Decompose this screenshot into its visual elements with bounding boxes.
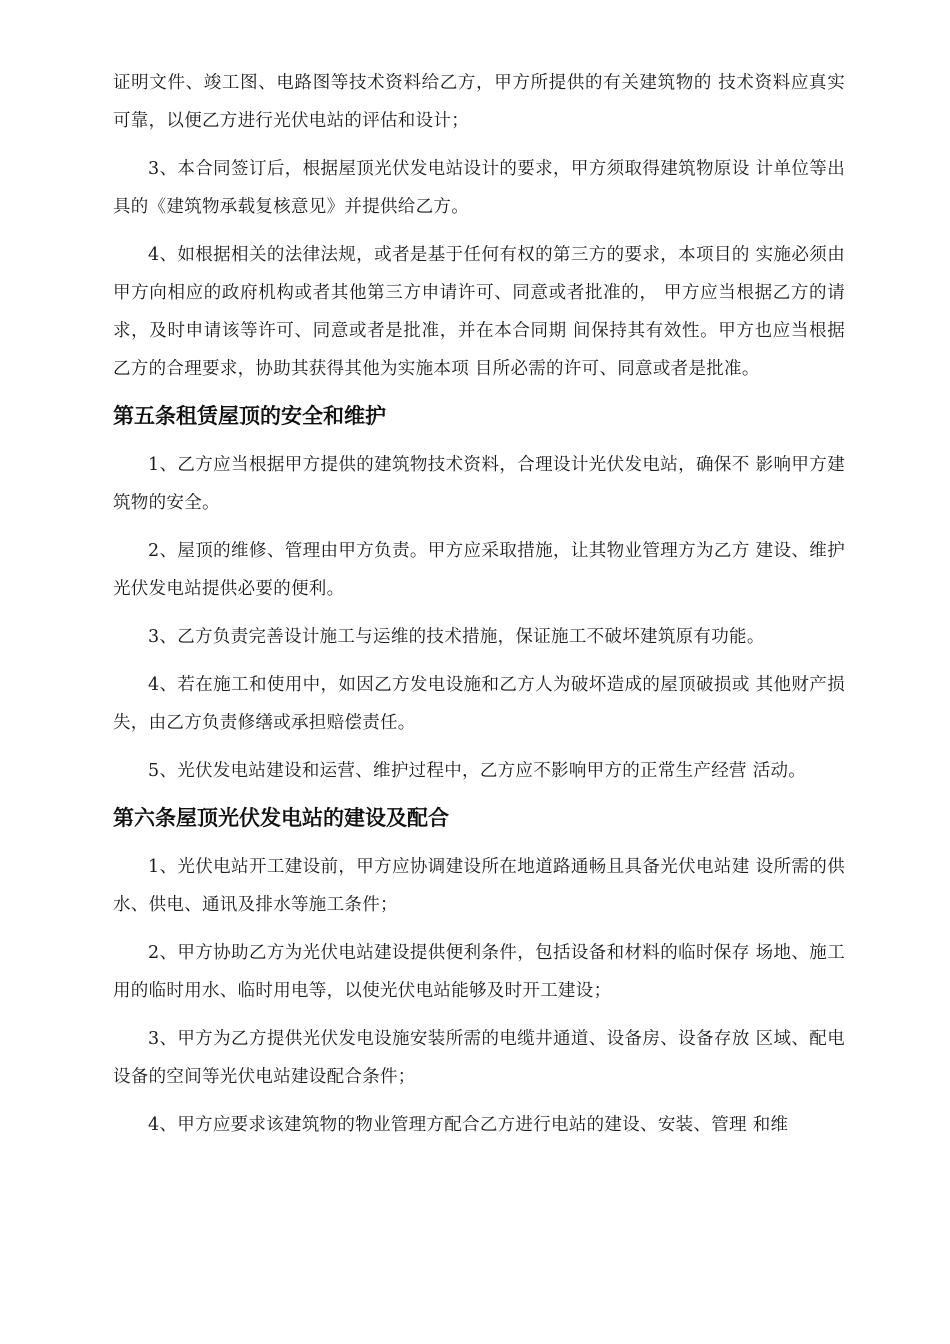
article-5-clause-4: 4、若在施工和使用中，如因乙方发电设施和乙方人为破坏造成的屋顶破损或 其他财产损失，由乙方负责修缮或承担赔偿责任。 (113, 675, 845, 733)
paragraph-continued: 证明文件、竣工图、电路图等技术资料给乙方，甲方所提供的有关建筑物的 技术资料应真实可靠，以便乙方进行光伏电站的评估和设计； (113, 73, 845, 131)
paragraph-clause-3: 3、本合同签订后，根据屋顶光伏发电站设计的要求，甲方须取得建筑物原设 计单位等出具的《建筑物承载复核意见》并提供给乙方。 (113, 159, 845, 217)
article-6-clause-3: 3、甲方为乙方提供光伏发电设施安装所需的电缆井通道、设备房、设备存放 区域、配电设备的空间等光伏电站建设配合条件； (113, 1029, 845, 1087)
article-6-clause-2: 2、甲方协助乙方为光伏电站建设提供便利条件，包括设备和材料的临时保存 场地、施工用的临时用水、临时用电等，以使光伏电站能够及时开工建设； (113, 943, 845, 1001)
article-6-clause-1: 1、光伏电站开工建设前，甲方应协调建设所在地道路通畅且具备光伏电站建 设所需的供水、供电、通讯及排水等施工条件； (113, 857, 845, 915)
paragraph-clause-4: 4、如根据相关的法律法规，或者是基于任何有权的第三方的要求，本项目的 实施必须由甲方向相应的政府机构或者其他第三方申请许可、同意或者批准的， 甲方应当根据乙方的请求，及时申请该等许可、同意或者是批准，并在本合同期 间保持其有效性。甲方也应当根据乙方的合理要求，协助其获得其他为实施本项 目所必需的许可、同意或者是批准。 (113, 245, 845, 379)
article-5-clause-3: 3、乙方负责完善设计施工与运维的技术措施，保证施工不破坏建筑原有功能。 (148, 627, 765, 647)
article-5-clause-1: 1、乙方应当根据甲方提供的建筑物技术资料，合理设计光伏发电站，确保不 影响甲方建筑物的安全。 (113, 455, 845, 513)
article-5-clause-2: 2、屋顶的维修、管理由甲方负责。甲方应采取措施，让其物业管理方为乙方 建设、维护光伏发电站提供必要的便利。 (113, 541, 845, 599)
article-5-clause-5: 5、光伏发电站建设和运营、维护过程中，乙方应不影响甲方的正常生产经营 活动。 (148, 761, 807, 781)
section-heading-article-6: 第六条屋顶光伏发电站的建设及配合 (113, 806, 449, 830)
article-6-clause-4: 4、甲方应要求该建筑物的物业管理方配合乙方进行电站的建设、安装、管理 和维 (148, 1115, 789, 1135)
section-heading-article-5: 第五条租赁屋顶的安全和维护 (113, 404, 386, 428)
document-body (113, 64, 845, 1154)
